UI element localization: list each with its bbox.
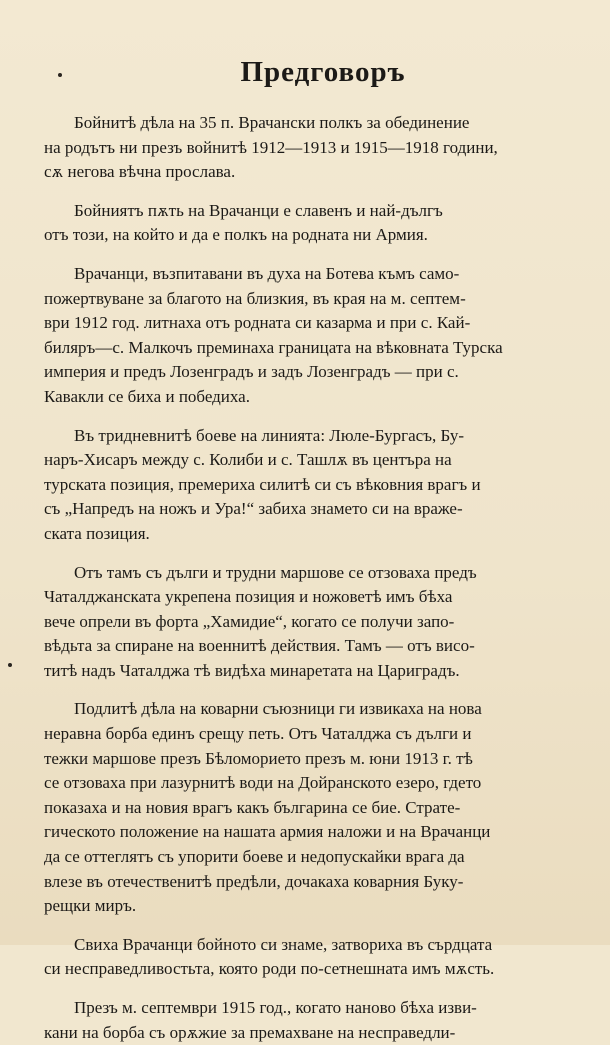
- text-line: кани на борба съ орѫжие за премахване на несправедли-: [44, 1022, 456, 1042]
- body-text: [44, 111, 584, 1045]
- paragraph: [44, 424, 584, 547]
- text-line: съ „Напредъ на ножъ и Ура!“ забиха знамето си на враже-: [44, 499, 463, 519]
- text-line: рещки миръ.: [44, 896, 137, 916]
- text-line: вѣдьта за спиране на военнитѣ действия. Тамъ — отъ висо-: [44, 636, 475, 656]
- page-title: Предговоръ: [240, 56, 406, 88]
- text-line: вече опрели въ форта „Хамидие“, когато се получи запо-: [44, 611, 455, 631]
- text-line: сѫ негова вѣчна прослава.: [44, 162, 236, 182]
- text-line: Кавакли се биха и победиха.: [44, 386, 250, 406]
- text-line: се отзоваха при лазурнитѣ води на Дойранското езеро, гдето: [44, 773, 482, 793]
- text-line: гическото положение на нашата армия наложи и на Врачанци: [44, 822, 491, 842]
- text-line: титѣ надъ Чаталджа тѣ видѣха минаретата на Цариградъ.: [44, 660, 460, 680]
- text-line: Отъ тамъ съ дълги и трудни маршове се отзоваха предъ: [74, 562, 477, 582]
- paragraph: [44, 996, 584, 1045]
- text-line: си несправедливостьта, която роди по-сетнешната имъ мѫсть.: [44, 959, 495, 979]
- paragraph: [44, 199, 584, 248]
- text-line: турската позиция, премериха силитѣ си съ вѣковния врагъ и: [44, 474, 481, 494]
- text-line: ската позиция.: [44, 523, 150, 543]
- text-line: Подлитѣ дѣла на коварни съюзници ги извикаха на нова: [74, 699, 482, 719]
- text-line: Презъ м. септември 1915 год., когато наново бѣха изви-: [74, 998, 477, 1017]
- text-line: Чаталджанската укрепена позиция и ножоветѣ имъ бѣха: [44, 587, 453, 607]
- text-line: влезе въ отечественитѣ предѣли, дочакаха коварния Буку-: [44, 871, 464, 891]
- text-line: тежки маршове презъ Бѣломорието презъ м. юни 1913 г. тѣ: [44, 748, 473, 768]
- text-line: империя и предъ Лозенградъ и задъ Лозенградъ — при с.: [44, 362, 459, 382]
- text-line: пожертвуване за благото на близкия, въ края на м. септем-: [44, 288, 466, 308]
- text-line: на родътъ ни презъ войнитѣ 1912—1913 и 1915—1918 години,: [44, 137, 498, 157]
- text-line: Бойниятъ пѫть на Врачанци е славенъ и най-дългъ: [74, 200, 443, 220]
- text-line: Свиха Врачанци бойното си знаме, затвориха въ сърдцата: [74, 934, 493, 954]
- text-line: биляръ—с. Малкочъ преминаха границата на вѣковната Турска: [44, 337, 503, 357]
- text-line: неравна борба единъ срещу петь. Отъ Чаталджа съ дълги и: [44, 724, 472, 744]
- text-line: Въ тридневнитѣ боеве на линията: Люле-Бургасъ, Бу-: [74, 425, 464, 445]
- paragraph: [44, 933, 584, 982]
- text-line: Бойнитѣ дѣла на 35 п. Врачански полкъ за обединение: [74, 113, 470, 132]
- paragraph: [44, 561, 584, 684]
- text-line: ври 1912 год. литнаха отъ родната си казарма и при с. Кай-: [44, 313, 471, 333]
- paragraph: [44, 111, 584, 185]
- text-line: отъ този, на който и да е полкъ на родната ни Армия.: [44, 225, 428, 245]
- paragraph: [44, 262, 584, 410]
- text-line: показаха и на новия врагъ какъ българина се бие. Страте-: [44, 797, 461, 817]
- text-line: да се оттеглятъ съ упорити боеве и недопускайки врага да: [44, 847, 465, 867]
- ink-speck: [8, 663, 12, 667]
- ink-speck: [58, 73, 62, 77]
- text-line: Врачанци, възпитавани въ духа на Ботева къмъ само-: [74, 263, 460, 283]
- paragraph: [44, 697, 584, 918]
- text-line: наръ-Хисаръ между с. Колиби и с. Ташлѫ въ центъра на: [44, 450, 452, 470]
